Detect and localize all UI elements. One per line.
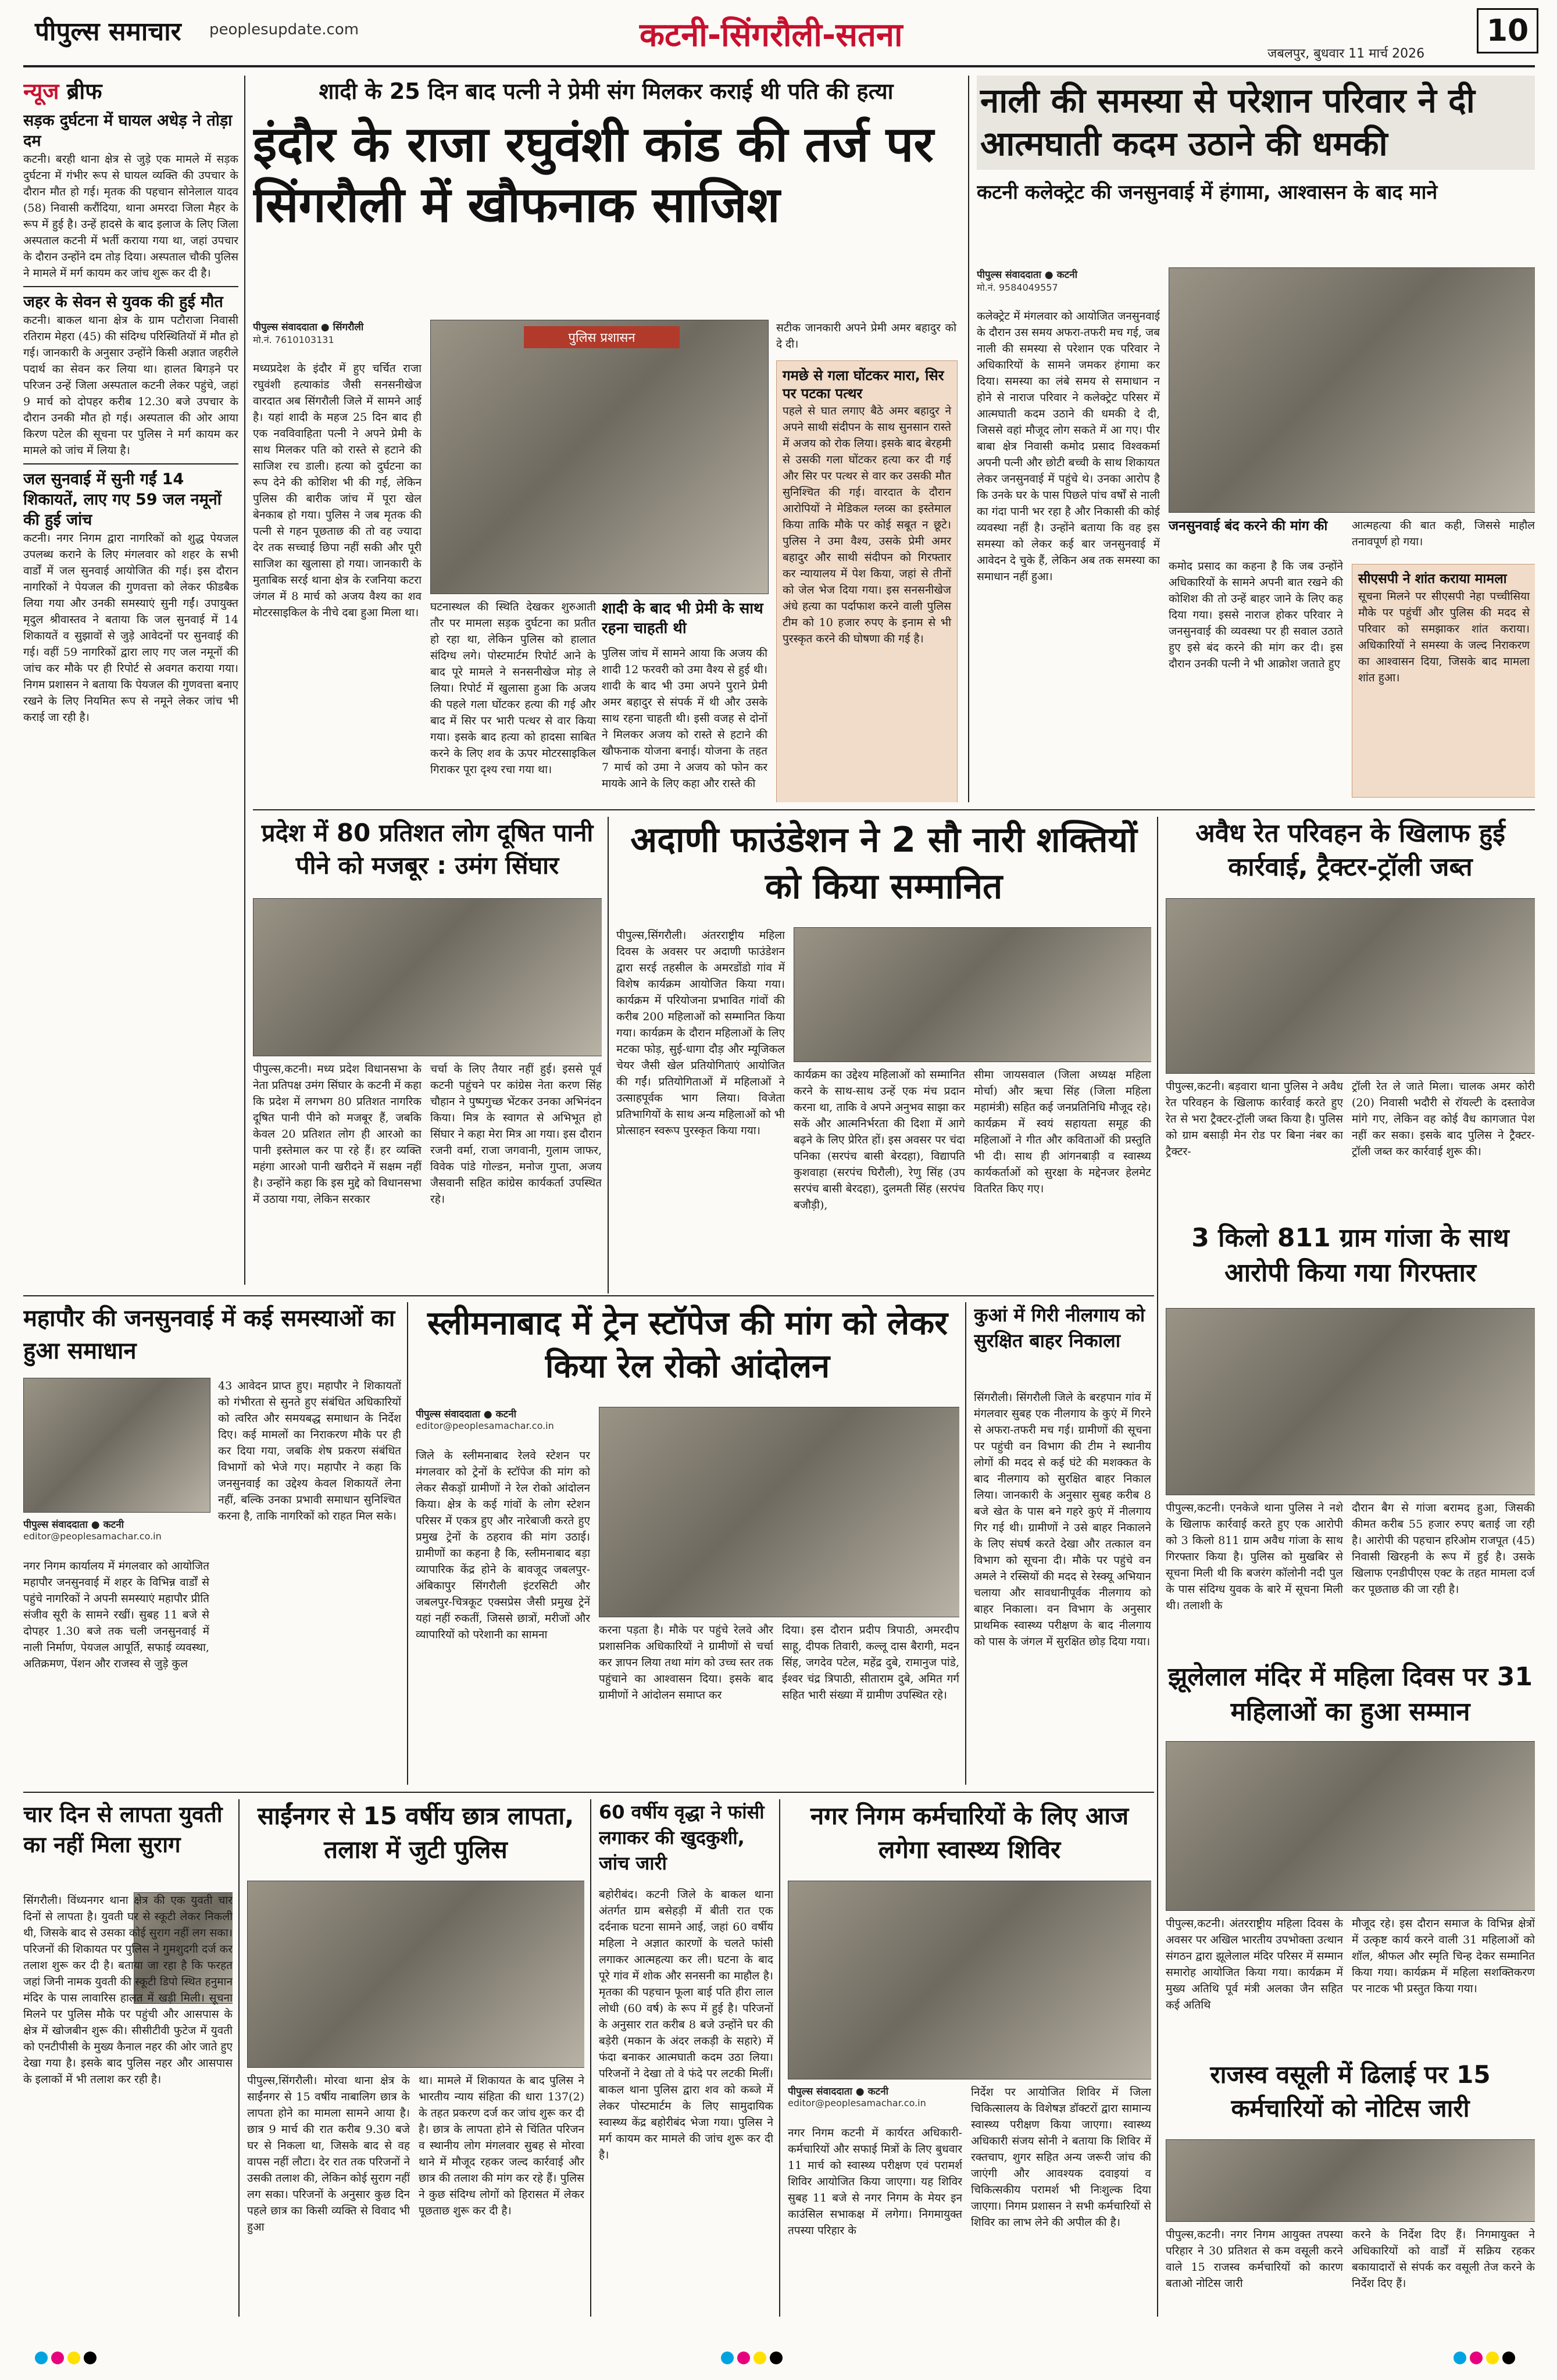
lead-photo — [430, 320, 769, 594]
sainagar-photo — [247, 1881, 584, 2068]
sainagar-col-1: पीपुल्स,सिंगरौली। मोरवा थाना क्षेत्र के साईंनगर से 15 वर्षीय नाबालिग छात्र के लापता होने का मामला सामने आया है। छात्र 9 मार्च की रात करीब 9.30 बजे घर से निकला था, जिसके बाद से वह वापस नहीं लौटा। देर रात तक परिजनों ने उसकी तलाश की, लेकिन कोई सुराग नहीं लग सका। परिजनों के अनुसार कुछ दिन पहले छात्र का किसी व्यक्ति से विवाद भी हुआ — [247, 2074, 410, 2234]
ganja-photo — [1166, 1308, 1535, 1495]
email: editor@peoplesamachar.co.in — [788, 2097, 926, 2109]
missing-col-1: सिंगरौली। विंध्यनगर थाना क्षेत्र की एक युवती चार दिनों से लापता है। युवती घर से स्कूटी लेकर निकली थी, जिसके बाद से उसका कोई सुराग नहीं लग सका। परिजनों की शिकायत पर पुलिस ने गुमशुदगी दर्ज कर तलाश शुरू कर दी है। बताया जा रहा है कि फरहत जहां जिनी नामक युवती की स्कूटी डिपो स्थित हनुमान मंदिर के पास लावारिस हालत में खड़ी मिली। सूचना मिलने पर पुलिस मौके पर पहुंची और आसपास के क्षेत्र में खोजबीन शुरू की। सीसीटीवी फुटेज में युवती को एनटीपीसी के मुख्य कैनाल नहर की ओर जाते हुए देखा गया है। इसके बाद पुलिस नहर और आसपास के इलाकों में भी तलाश कर रही है। — [23, 1894, 233, 2086]
train-story — [416, 1302, 959, 1785]
cyan-dot — [1454, 2352, 1466, 2364]
drain-story — [977, 76, 1535, 802]
elderly-col-1: बहोरीबंद। कटनी जिले के बाकल थाना अंतर्गत ग्राम बसेहड़ी में बीती रात एक दर्दनाक घटना सामने आई, जहां 60 वर्षीय महिला ने अज्ञात कारणों के चलते फांसी लगाकर आत्महत्या कर ली। घटना के बाद पूरे गांव में शोक और सनसनी का माहौल है। मृतका की पहचान फूला बाई पति हीरा लाल लोधी (60 वर्ष) के रूप में हुई है। परिजनों के अनुसार रात करीब 8 बजे उन्होंने घर की बड़ेरी (मकान के अंदर लकड़ी के सहारे) में फंदा बनाकर आत्मघाती कदम उठा लिया। परिजनों ने देखा तो वे फंदे पर लटकी मिलीं। बाकल थाना पुलिस द्वारा शव को कब्जे में लेकर पोस्टमार्टम के लिए सामुदायिक स्वास्थ्य केंद्र बहोरीबंद भेजा गया। पुलिस ने मर्ग कायम कर मामले की जांच शुरू कर दी है। — [599, 1888, 773, 2161]
water-col-1: पीपुल्स,कटनी। मध्य प्रदेश विधानसभा के नेता प्रतिपक्ष उमंग सिंघार के कटनी में कहा कि प्रदेश में लगभग 80 प्रतिशत नागरिक दूषित पानी पीने को मजबूर हैं, जबकि केवल 20 प्रतिशत लोग ही आरओ का पानी इस्तेमाल कर पा रहे हैं। हर व्यक्ति महंगा आरओ पानी खरीदने में सक्षम नहीं है। उन्होंने कहा कि इस मुद्दे को विधानसभा में उठाया गया, लेकिन सरकार — [253, 1063, 422, 1206]
divider — [23, 286, 238, 287]
byline-text: पीपुल्स संवाददाता ● कटनी — [416, 1409, 517, 1420]
email: editor@peoplesamachar.co.in — [416, 1420, 554, 1431]
lead-subhead: शादी के बाद भी प्रेमी के साथ रहना चाहती थी — [602, 600, 763, 637]
jhulelal-col-2: मौजूद रहे। इस दौरान समाज के विभिन्न क्षेत्रों में उत्कृष्ट कार्य करने वाली 31 महिलाओं को शॉल, श्रीफल और स्मृति चिन्ह देकर सम्मानित किया गया। कार्यक्रम में महिला सशक्तिकरण पर नाटक भी प्रस्तुत किया गया। — [1352, 1917, 1535, 1995]
ganja-story — [1166, 1221, 1535, 1651]
brief-body: कटनी। बाकल थाना क्षेत्र के ग्राम पटौराजा निवासी रतिराम मेहरा (45) की संदिग्ध परिस्थितियों में मौत हो गई। जानकारी के अनुसार उन्होंने किसी अज्ञात जहरीले पदार्थ का सेवन कर लिया था। हालत बिगड़ने पर परिजन उन्हें जिला अस्पताल कटनी लेकर पहुंचे, जहां 9 मार्च को दोपहर करीब 12.30 बजे उपचार के दौरान उनकी मौत हो गई। अस्पताल की ओर आया किरण पटेल की सूचना पर पुलिस ने मर्ग कायम कर मामले को जांच में लिया है। — [23, 314, 238, 457]
column-rule — [965, 1302, 966, 1785]
sand-story — [1166, 817, 1535, 1212]
drain-col-1: कलेक्ट्रेट में मंगलवार को आयोजित जनसुनवाई के दौरान उस समय अफरा-तफरी मच गई, जब नाली की समस्या से परेशान एक परिवार ने अधिकारियों के सामने जमकर हंगामा कर दिया। समस्या का लंबे समय से समाधान न होने से नाराज परिवार ने कलेक्ट्रेट परिसर में आत्मघाती कदम उठाने की धमकी दे दी, जिससे वहां मौजूद लोग सकते में आ गए। पीर बाबा क्षेत्र निवासी कमोद प्रसाद विश्वकर्मा अपनी पत्नी और छोटी बच्ची के साथ शिकायत लेकर जनसुनवाई में पहुंचे थे। उनका आरोप है कि उनके घर के पास पिछले पांच वर्षों से नाली का गंदा पानी भर रहा है और निकासी की कोई व्यवस्था नहीं है। उन्होंने बताया कि वह इस समस्या को लेकर कई बार जनसुनवाई में आवेदन दे चुके हैं, लेकिन अब तक समस्या का समाधान नहीं हुआ। — [977, 310, 1160, 583]
lead-inset-box — [776, 360, 958, 802]
section-rule — [23, 1792, 1154, 1793]
column-rule — [590, 1799, 591, 2317]
section-title — [640, 12, 902, 56]
revenue-col-2: करने के निर्देश दिए हैं। निगमायुक्त ने अधिकारियों को वार्डों में सक्रिय रहकर बकायादारों से संपर्क कर वसूली तेज करने के निर्देश दिए हैं। — [1352, 2228, 1535, 2290]
drain-inset-box — [1352, 564, 1535, 798]
email: editor@peoplesamachar.co.in — [23, 1531, 162, 1542]
brief-title: जहर के सेवन से युवक की हुई मौत — [23, 293, 223, 311]
dateline: जबलपुर, बुधवार 11 मार्च 2026 — [1267, 47, 1425, 61]
mayor-col-1: नगर निगम कार्यालय में मंगलवार को आयोजित महापौर जनसुनवाई में शहर के विभिन्न वार्डों से पहुंचे नागरिकों ने अपनी समस्याएं महापौर प्रीति संजीव सूरी के सामने रखीं। सुबह 11 बजे से दोपहर 1.30 बजे तक चली जनसुनवाई में नाली निर्माण, पेयजल आपूर्ति, सफाई व्यवस्था, अतिक्रमण, पेंशन और राजस्व से जुड़े कुल — [23, 1560, 209, 1670]
revenue-story — [1166, 2058, 1535, 2317]
black-dot — [84, 2352, 97, 2364]
drain-col-3-top: आत्महत्या की बात कही, जिससे माहौल तनावपूर्ण हो गया। — [1352, 519, 1535, 548]
photo-sign: पुलिस प्रशासन — [524, 326, 680, 348]
ganja-headline: 3 किलो 811 ग्राम गांजा के साथ आरोपी किया गया गिरफ्तार — [1191, 1223, 1509, 1288]
magenta-dot — [51, 2352, 64, 2364]
brief-label-dark: ब्रीफ — [66, 78, 102, 104]
byline-text: पीपुल्स संवाददाता ● कटनी — [977, 269, 1078, 281]
column-rule — [968, 76, 969, 802]
drain-photo-caption: जनसुनवाई बंद करने की मांग की — [1169, 519, 1328, 534]
lead-headline: इंदौर के राजा रघुवंशी कांड की तर्ज पर सिंगरौली में खौफनाक साजिश — [253, 116, 934, 233]
train-byline — [416, 1407, 590, 1431]
yellow-dot — [753, 2352, 766, 2364]
health-byline — [788, 2084, 962, 2109]
jhulelal-col-1: पीपुल्स,कटनी। अंतरराष्ट्रीय महिला दिवस के अवसर पर अखिल भारतीय उपभोक्ता उत्थान संगठन द्वारा झूलेलाल मंदिर परिसर में सम्मान समारोह आयोजित किया गया। कार्यक्रम में मुख्य अतिथि पूर्व मंत्री अलका जैन सहित कई अतिथि — [1166, 1917, 1343, 2011]
magenta-dot — [737, 2352, 750, 2364]
train-col-3: दिया। इस दौरान प्रदीप त्रिपाठी, अमरदीप साहू, दीपक तिवारी, कल्लू दास बैरागी, मदन सिंह, जगदेव पटेल, महेंद्र दुबे, रामानुज पांडे, ईश्वर चंद्र त्रिपाठी, सीताराम दुबे, अमित गर्ग सहित भारी संख्या में ग्रामीण उपस्थित रहे। — [782, 1624, 959, 1702]
ganja-col-2: दौरान बैग से गांजा बरामद हुआ, जिसकी कीमत करीब 55 हजार रुपए बताई जा रही है। आरोपी की पहचान हरिओम राजपूत (45) निवासी खिरहनी के रूप में हुई है। उसके खिलाफ एनडीपीएस एक्ट के तहत मामला दर्ज कर पूछताछ की जा रही है। — [1352, 1502, 1535, 1596]
masthead — [0, 0, 1557, 70]
missing-story — [23, 1799, 233, 2317]
health-story — [788, 1799, 1151, 2317]
train-photo — [599, 1407, 959, 1617]
lead-col-2b: पुलिस जांच में सामने आया कि अजय की शादी 12 फरवरी को उमा वैश्य से हुई थी। शादी के बाद भी उमा अपने पुराने प्रेमी अमर बहादुर से संपर्क में थी और उसके साथ रहना चाहती थी। इसी वजह से दोनों ने मिलकर अजय को रास्ते से हटाने की खौफनाक योजना बनाई। योजना के तहत 7 मार्च को उमा ने अजय को फोन कर मायके आने के लिए कहा और रास्ते की — [602, 647, 767, 790]
elderly-story — [599, 1799, 773, 2317]
brief-label — [23, 76, 238, 106]
mobile-number: मो.नं. 7610103131 — [253, 334, 334, 345]
brief-label-red: न्यूज — [23, 78, 59, 104]
news-brief — [23, 76, 238, 1285]
color-registration-marks — [1454, 2352, 1519, 2367]
adani-col-1: पीपुल्स,सिंगरौली। अंतरराष्ट्रीय महिला दिवस के अवसर पर अदाणी फाउंडेशन द्वारा सरई तहसील के अमरडोंडो गांव में विशेष कार्यक्रम आयोजित किया गया। कार्यक्रम में परियोजना प्रभावित गांवों की करीब 200 महिलाओं को सम्मानित किया गया। कार्यक्रम के दौरान महिलाओं के लिए मटका फोड़, सुई-धागा दौड़ और म्यूजिकल चेयर जैसी खेल प्रतियोगिताएं आयोजित की गईं। प्रतियोगिताओं में महिलाओं ने उत्साहपूर्वक भाग लिया। विजेता प्रतिभागियों के साथ अन्य महिलाओं को भी प्रोत्साहन स्वरूप पुरस्कृत किया गया। — [616, 929, 785, 1137]
mayor-byline — [23, 1517, 209, 1542]
cyan-dot — [35, 2352, 48, 2364]
lead-byline — [253, 320, 422, 346]
jhulelal-story — [1166, 1660, 1535, 2049]
mayor-headline: महापौर की जनसुनवाई में कई समस्याओं का हुआ समाधान — [23, 1305, 395, 1364]
missing-headline: चार दिन से लापता युवती का नहीं मिला सुराग — [23, 1802, 223, 1857]
lead-col-2: घटनास्थल की स्थिति देखकर शुरुआती तौर पर मामला सड़क दुर्घटना का प्रतीत हो रहा था, लेकिन पुलिस को हालात संदिग्ध लगे। पोस्टमार्टम रिपोर्ट आने के बाद पूरे मामले ने सनसनीखेज मोड़ ले लिया। रिपोर्ट में खुलासा हुआ कि अजय की पहले गला घोंटकर हत्या की गई और बाद में सिर पर भारी पत्थर से वार किया गया। इसके बाद हत्या को हादसा साबित करने के लिए शव के ऊपर मोटरसाइकिल गिराकर पूरा दृश्य रचा गया था। — [430, 601, 596, 776]
black-dot — [1502, 2352, 1515, 2364]
elderly-headline: 60 वर्षीय वृद्धा ने फांसी लगाकर की खुदकुशी, जांच जारी — [599, 1801, 765, 1874]
revenue-headline: राजस्व वसूली में ढिलाई पर 15 कर्मचारियों को नोटिस जारी — [1210, 2060, 1491, 2122]
brief-title: सड़क दुर्घटना में घायल अधेड़ ने तोड़ा दम — [23, 112, 233, 150]
adani-col-3: सीमा जायसवाल (जिला अध्यक्ष महिला मोर्चा) और ऋचा सिंह (जिला महिला महामंत्री) सहित कई जनप्रतिनिधि मौजूद रहे। कार्यक्रम में स्वयं सहायता समूह की महिलाओं ने गीत और कविताओं की प्रस्तुति भी दी। साथ ही आंगनबाड़ी व स्वास्थ्य कार्यकर्ताओं को सुरक्षा के मद्देनजर हेलमेट वितरित किए गए। — [974, 1069, 1151, 1195]
color-registration-marks — [35, 2352, 100, 2367]
inset-title: गमछे से गला घोंटकर मारा, सिर पर पटका पत्थर — [783, 367, 944, 402]
mobile-number: मो.नं. 9584049557 — [977, 282, 1058, 293]
inset-body: सूचना मिलने पर सीएसपी नेहा पच्चीसिया मौके पर पहुंचीं और पुलिस की मदद से परिवार को समझाकर शांत कराया। अधिकारियों ने समस्या के जल्द निराकरण का आश्वासन दिया, जिसके बाद मामला शांत हुआ। — [1358, 590, 1530, 684]
brief-item — [23, 469, 238, 726]
sand-col-2: ट्रॉली रेत ले जाते मिला। चालक अमर कोरी (20) निवासी भदौरी से रॉयल्टी के दस्तावेज मांगे गए, लेकिन वह कोई वैध कागजात पेश नहीं कर सका। इसके बाद पुलिस ने ट्रैक्टर-ट्रॉली जब्त कर कार्रवाई शुरू की। — [1352, 1080, 1535, 1158]
mayor-col-2: 43 आवेदन प्राप्त हुए। महापौर ने शिकायतों को गंभीरता से सुनते हुए संबंधित अधिकारियों को त्वरित और समयबद्ध समाधान के निर्देश दिए। कई मामलों का निराकरण मौके पर ही कर दिया गया, जबकि शेष प्रकरण संबंधित विभागों को भेजे गए। महापौर ने कहा कि जनसुनवाई का उद्देश्य केवल शिकायतें लेना नहीं, बल्कि उनका प्रभावी समाधान सुनिश्चित करना है, ताकि नागरिकों को राहत मिल सके। — [218, 1380, 401, 1523]
sand-col-1: पीपुल्स,कटनी। बड़वारा थाना पुलिस ने अवैध रेत परिवहन के खिलाफ कार्रवाई करते हुए रेत से भरा ट्रैक्टर-ट्रॉली जब्त किया है। पुलिस को ग्राम बसाड़ी मेन रोड पर बिना नंबर का ट्रैक्टर- — [1166, 1080, 1343, 1158]
water-story — [253, 817, 602, 1293]
inset-body: पहले से घात लगाए बैठे अमर बहादुर ने अपने साथी संदीपन के साथ सुनसान रास्ते में अजय को रोक लिया। इसके बाद बेरहमी से उसकी गला घोंटकर हत्या कर दी गई और सिर पर पत्थर से वार कर उसकी मौत सुनिश्चित की गई। वारदात के दौरान आरोपियों ने मेडिकल ग्लव्स का इस्तेमाल किया ताकि मौके पर कोई सबूत न छूटे। पुलिस ने उमा वैश्य, उसके प्रेमी अमर बहादुर और साथी संदीपन को गिरफ्तार कर न्यायालय में पेश किया, जहां से तीनों को जेल भेज दिया गया। इस सनसनीखेज अंधे हत्या का पर्दाफाश करने वाली पुलिस टीम को 10 हजार रुपए के इनाम से भी पुरस्कृत करने की घोषणा की गई है। — [783, 405, 951, 645]
lead-story — [253, 76, 959, 802]
water-col-2: चर्चा के लिए तैयार नहीं हुई। इससे पूर्व कटनी पहुंचने पर कांग्रेस नेता करण सिंह चौहान ने पुष्पगुच्छ भेंटकर उनका अभिनंदन किया। मित्र के स्वागत से अभिभूत हो सिंघार ने कहा मेरा मित्र आ गया। इस दौरान रजनी वर्मा, राजा जगवानी, गुलाम जाफर, विवेक पांडे गोल्डन, मनोज गुप्ता, अजय जैसवानी सहित कांग्रेस कार्यकर्ता उपस्थित रहे। — [430, 1063, 602, 1206]
brief-item — [23, 292, 238, 459]
section-rule — [253, 809, 1535, 810]
jhulelal-headline: झूलेलाल मंदिर में महिला दिवस पर 31 महिलाओं का हुआ सम्मान — [1168, 1662, 1533, 1727]
drain-headline: नाली की समस्या से परेशान परिवार ने दी आत्मघाती कदम उठाने की धमकी — [977, 76, 1535, 170]
yellow-dot — [1486, 2352, 1499, 2364]
water-photo — [253, 898, 602, 1056]
cyan-dot — [721, 2352, 734, 2364]
sand-photo — [1166, 898, 1535, 1074]
byline-text: पीपुल्स संवाददाता ● कटनी — [23, 1519, 124, 1531]
section-satna: सतना — [835, 16, 903, 54]
health-headline: नगर निगम कर्मचारियों के लिए आज लगेगा स्वास्थ्य शिविर — [810, 1802, 1129, 1864]
section-singrauli: -सिंगरौली- — [707, 16, 836, 54]
drain-subhead: कटनी कलेक्ट्रेट की जनसुनवाई में हंगामा, आश्वासन के बाद माने — [977, 181, 1438, 204]
health-col-2: निर्देश पर आयोजित शिविर में जिला चिकित्सालय के विशेषज्ञ डॉक्टरों द्वारा सामान्य स्वास्थ्य परीक्षण किया जाएगा। स्वास्थ्य अधिकारी संजय सोनी ने बताया कि शिविर में रक्तचाप, शुगर सहित अन्य जरूरी जांच की जाएंगी और आवश्यक दवाइयां व चिकित्सकीय परामर्श भी निःशुल्क दिया जाएगा। निगम प्रशासन ने सभी कर्मचारियों से शिविर का लाभ लेने की अपील की है। — [971, 2086, 1151, 2229]
brief-body: कटनी। नगर निगम द्वारा नागरिकों को शुद्ध पेयजल उपलब्ध कराने के लिए मंगलवार को शहर के सभी वार्डों में जल सुनवाई आयोजित की गई। इस दौरान नागरिकों ने पेयजल की गुणवत्ता को लेकर फीडबैक लिया गया और उनकी समस्याएं सुनी गईं। उपायुक्त मृदुल श्रीवास्तव ने बताया कि जल सुनवाई में 14 शिकायतें व सुझावों से जुड़े आवेदनों पर सुनवाई की गई। वहीं 59 नागरिकों द्वारा लाए गए जल नमूनों की जांच कर मौके पर ही रिपोर्ट से अवगत कराया गया। निगम प्रशासन ने बताया कि पेयजल की गुणवत्ता बनाए रखने के लिए नियमित रूप से नमूने लेकर जांच भी कराई जा रही है। — [23, 532, 238, 724]
divider — [23, 463, 238, 464]
train-headline: स्लीमनाबाद में ट्रेन स्टॉपेज की मांग को लेकर किया रेल रोको आंदोलन — [427, 1305, 948, 1385]
revenue-photo — [1166, 2139, 1535, 2222]
sainagar-col-2: था। मामले में शिकायत के बाद पुलिस ने भारतीय न्याय संहिता की धारा 137(2) के तहत प्रकरण दर्ज कर जांच शुरू कर दी है। छात्र के लापता होने से चिंतित परिजन व स्थानीय लोग मंगलवार सुबह से मोरवा थाने में मौजूद रहकर जल्द कार्रवाई और छात्र की तलाश की मांग कर रहे हैं। पुलिस ने कुछ संदिग्ध लोगों को हिरासत में लेकर पूछताछ शुरू कर दी है। — [419, 2074, 584, 2217]
masthead-rule — [23, 65, 1535, 67]
website[interactable]: peoplesupdate.com — [209, 21, 359, 38]
black-dot — [770, 2352, 783, 2364]
brief-body: कटनी। बरही थाना क्षेत्र से जुड़े एक मामले में सड़क दुर्घटना में गंभीर रूप से घायल व्यक्ति की उपचार के दौरान मौत हो गई। मृतक की पहचान सोनेलाल यादव (58) निवासी करौंदिया, थाना अमरदा जिला मैहर के रूप में हुई है। उन्हें हादसे के बाद इलाज के लिए जिला अस्पताल कटनी में भर्ती कराया गया था, जहां उपचार के दौरान उन्होंने दम तोड़ दिया। अस्पताल चौकी पुलिस ने मामले में मर्ग कायम कर जांच शुरू कर दी है। — [23, 153, 238, 280]
mayor-photo — [23, 1378, 210, 1513]
column-rule — [608, 817, 609, 1293]
sand-headline: अवैध रेत परिवहन के खिलाफ हुई कार्रवाई, ट्रैक्टर-ट्रॉली जब्त — [1195, 819, 1505, 882]
byline-text: पीपुल्स संवाददाता ● सिंगरौली — [253, 321, 364, 333]
magenta-dot — [1470, 2352, 1483, 2364]
brief-title: जल सुनवाई में सुनी गईं 14 शिकायतें, लाए गए 59 जल नमूनों की हुई जांच — [23, 470, 222, 529]
column-rule — [779, 1799, 780, 2317]
health-col-1: नगर निगम कटनी में कार्यरत अधिकारी-कर्मचारियों और सफाई मित्रों के लिए बुधवार 11 मार्च को स्वास्थ्य परीक्षण एवं परामर्श शिविर आयोजित किया जाएगा। यह शिविर सुबह 11 बजे से नगर निगम के मेयर इन काउंसिल सभाकक्ष में लगेगा। निगमायुक्त तपस्या परिहार के — [788, 2127, 962, 2237]
drain-photo — [1169, 267, 1535, 513]
jhulelal-photo — [1166, 1741, 1535, 1911]
section-katni: कटनी — [640, 16, 708, 54]
inset-title: सीएसपी ने शांत कराया मामला — [1358, 571, 1507, 587]
train-col-1: जिले के स्लीमनाबाद रेलवे स्टेशन पर मंगलवार को ट्रेनों के स्टॉपेज की मांग को लेकर सैकड़ों ग्रामीणों ने रेल रोको आंदोलन किया। क्षेत्र के कई गांवों के लोग स्टेशन परिसर में एकत्र हुए और नारेबाजी करते हुए प्रमुख ट्रेनों के ठहराव की मांग उठाई। ग्रामीणों का कहना है कि, स्लीमनाबाद बड़ा व्यापारिक केंद्र होने के बावजूद जबलपुर-अंबिकापुर सिंगरौली इंटरसिटी और जबलपुर-चित्रकूट एक्सप्रेस जैसी प्रमुख ट्रेनें यहां नहीं रुकतीं, जिससे छात्रों, मरीजों और व्यापारियों को परेशानी का सामना — [416, 1449, 590, 1641]
well-col-1: सिंगरौली। सिंगरौली जिले के बरहपान गांव में मंगलवार सुबह एक नीलगाय के कुएं में गिरने से अफरा-तफरी मच गई। ग्रामीणों की सूचना पर पहुंची वन विभाग की टीम ने स्थानीय लोगों की मदद से कई घंटे की मशक्कत के बाद नीलगाय को सुरक्षित बाहर निकाल लिया। जानकारी के अनुसार सुबह करीब 8 बजे खेत के पास बने गहरे कुएं में नीलगाय गिर गई थी। ग्रामीणों ने उसे बाहर निकालने के लिए संघर्ष करते देखा और तत्काल वन विभाग को सूचना दी। मौके पर पहुंचे वन अमले ने रस्सियों की मदद से रेस्क्यू अभियान चलाया और सावधानीपूर्वक नीलगाय को बाहर निकाला। वन विभाग के अनुसार प्राथमिक स्वास्थ्य परीक्षण के बाद नीलगाय को पास के जंगल में सुरक्षित छोड़ दिया गया। — [974, 1391, 1151, 1648]
sainagar-story — [247, 1799, 584, 2317]
ganja-col-1: पीपुल्स,कटनी। एनकेजे थाना पुलिस ने नशे के खिलाफ कार्रवाई करते हुए एक आरोपी को 3 किलो 811 ग्राम अवैध गांजा के साथ गिरफ्तार किया है। पुलिस को मुखबिर से सूचना मिली थी कि बजरंग कॉलोनी नदी पुल के पास संदिग्ध युवक के बारे में सूचना मिली थी। तलाशी के — [1166, 1502, 1343, 1612]
well-story — [974, 1302, 1151, 1785]
drain-col-2: कमोद प्रसाद का कहना है कि जब उन्होंने अधिकारियों के सामने अपनी बात रखने की कोशिश की तो उन्हें बाहर जाने के लिए कह दिया गया। इससे नाराज होकर परिवार ने जनसुनवाई की व्यवस्था पर ही सवाल उठाते हुए इसे बंद करने की मांग कर दी। इस दौरान उनकी पत्नी ने भी आक्रोश जताते हुए — [1169, 560, 1343, 670]
adani-story — [616, 817, 1151, 1293]
column-rule — [238, 1799, 240, 2317]
adani-photo — [794, 927, 1151, 1062]
page-number: 10 — [1477, 8, 1538, 53]
sainagar-headline: साईंनगर से 15 वर्षीय छात्र लापता, तलाश में जुटी पुलिस — [257, 1802, 574, 1864]
section-rule — [23, 1295, 1154, 1296]
train-col-2: करना पड़ता है। मौके पर पहुंचे रेलवे और प्रशासनिक अधिकारियों ने ग्रामीणों से चर्चा कर ज्ञापन लिया तथा मांग को उच्च स्तर तक पहुंचाने का आश्वासन दिया। इसके बाद ग्रामीणों ने आंदोलन समाप्त कर — [599, 1624, 773, 1702]
column-rule — [407, 1302, 408, 1785]
lead-col-3-top: सटीक जानकारी अपने प्रेमी अमर बहादुर को दे दी। — [776, 321, 956, 351]
lead-kicker: शादी के 25 दिन बाद पत्नी ने प्रेमी संग मिलकर कराई थी पति की हत्या — [319, 78, 894, 104]
revenue-col-1: पीपुल्स,कटनी। नगर निगम आयुक्त तपस्या परिहार ने 30 प्रतिशत से कम वसूली करने वाले 15 राजस्व कर्मचारियों को कारण बताओ नोटिस जारी — [1166, 2228, 1343, 2290]
column-rule — [244, 76, 245, 1285]
adani-col-2: कार्यक्रम का उद्देश्य महिलाओं को सम्मानित करने के साथ-साथ उन्हें एक मंच प्रदान करना था, ताकि वे अपने अनुभव साझा कर सकें और आत्मनिर्भरता की दिशा में आगे बढ़ने के लिए प्रेरित हों। इस अवसर पर चंदा पनिका (सरपंच बासी बेरदहा), विद्यापति कुशवाहा (सरपंच घिरौली), रेणु सिंह (उप सरपंच बासी बेरदहा), दुलमती सिंह (सरपंच बजौड़ी), — [794, 1069, 965, 1212]
adani-headline: अदाणी फाउंडेशन ने 2 सौ नारी शक्तियों को किया सम्मानित — [630, 820, 1137, 907]
color-registration-marks — [721, 2352, 786, 2367]
well-headline: कुआं में गिरी नीलगाय को सुरक्षित बाहर निकाला — [974, 1304, 1145, 1352]
paper-name: पीपुल्स समाचार — [35, 17, 181, 47]
water-headline: प्रदेश में 80 प्रतिशत लोग दूषित पानी पीने को मजबूर : उमंग सिंघार — [261, 819, 594, 880]
drain-byline — [977, 267, 1151, 294]
brief-item — [23, 110, 238, 281]
lead-col-1: मध्यप्रदेश के इंदौर में हुए चर्चित राजा रघुवंशी हत्याकांड जैसी सनसनीखेज वारदात अब सिंगरौली जिले में सामने आई है। यहां शादी के महज 25 दिन बाद ही एक नवविवाहिता पत्नी ने अपने प्रेमी के साथ मिलकर पति को रास्ते से हटाने की साजिश रच डाली। हत्या को दुर्घटना का रूप देने की कोशिश भी की गई, लेकिन पुलिस की बारीक जांच में पूरा खेल बेनकाब हो गया। पुलिस ने जब मृतक की पत्नी से गहन पूछताछ की तो वह ज्यादा देर तक सच्चाई छिपा नहीं सकी और पूरी साजिश का खुलासा हो गया। जानकारी के मुताबिक सरई थाना क्षेत्र के रजनिया कटरा जंगल में 8 मार्च को अजय वैश्य का शव मोटरसाइकिल के नीचे दबा हुआ मिला था। — [253, 362, 422, 619]
health-photo — [788, 1881, 1151, 2079]
byline-text: पीपुल्स संवाददाता ● कटनी — [788, 2086, 889, 2097]
mayor-story — [23, 1302, 401, 1785]
column-rule — [1157, 817, 1158, 2317]
yellow-dot — [67, 2352, 80, 2364]
